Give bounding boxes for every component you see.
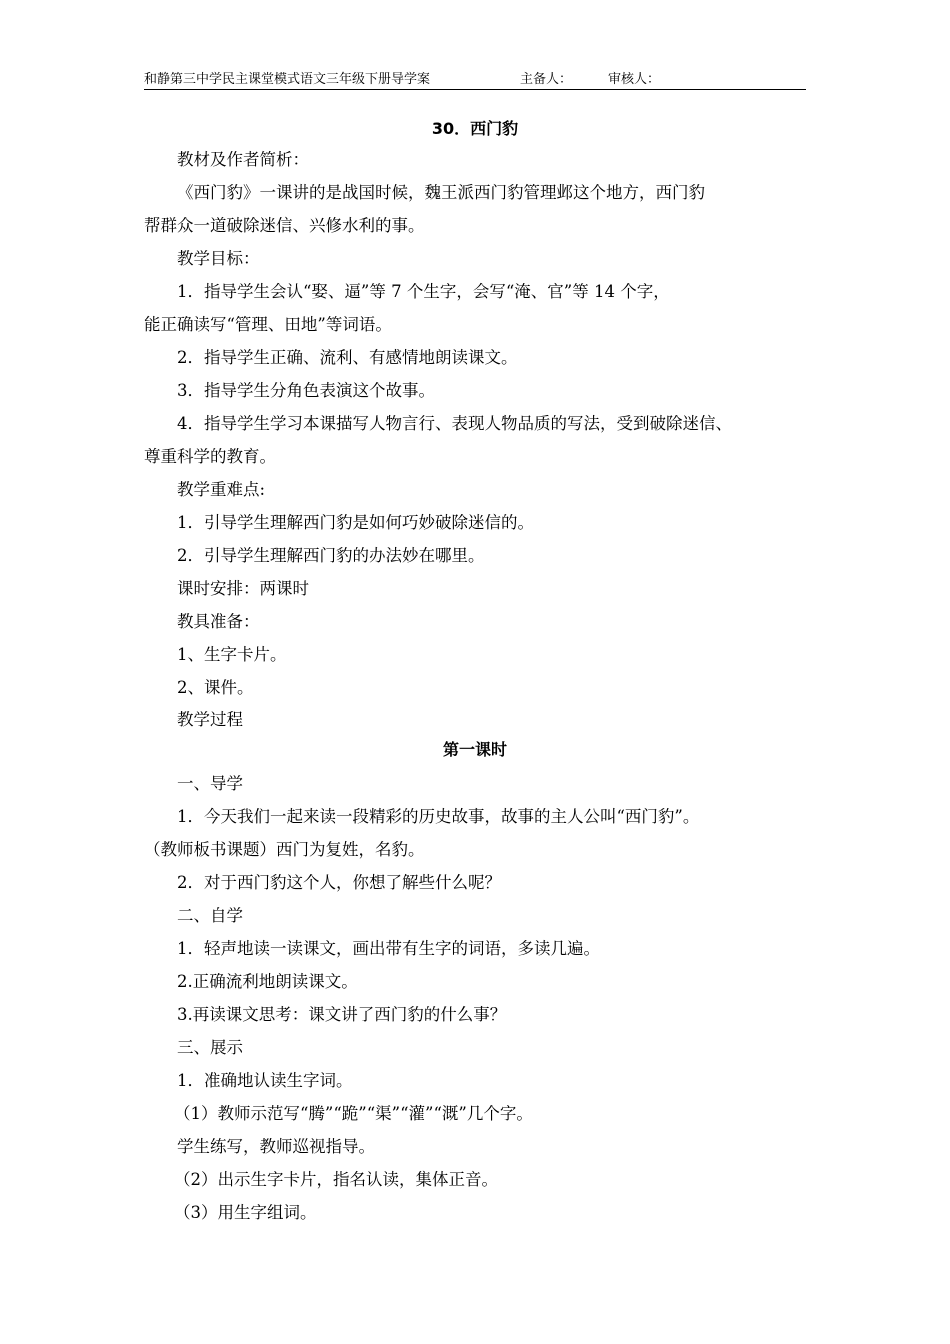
paragraph-line: （教师板书课题）西门为复姓，名豹。	[144, 840, 425, 859]
paragraph-line: （2）出示生字卡片，指名认读，集体正音。	[174, 1170, 498, 1189]
paragraph-line: 1．今天我们一起来读一段精彩的历史故事，故事的主人公叫“西门豹”。	[177, 807, 700, 826]
paragraph-line: 2．引导学生理解西门豹的办法妙在哪里。	[177, 546, 485, 565]
paragraph-line: （3）用生字组词。	[174, 1203, 317, 1222]
lesson-subtitle: 第一课时	[442, 740, 507, 759]
page-header	[144, 70, 806, 90]
paragraph-line: 2、课件。	[177, 678, 254, 697]
section-heading: 教学目标：	[177, 249, 260, 268]
section-heading: 教材及作者简析：	[177, 150, 309, 169]
paragraph-line: 1．引导学生理解西门豹是如何巧妙破除迷信的。	[177, 513, 534, 532]
paragraph-line: 3.再读课文思考：课文讲了西门豹的什么事？	[177, 1005, 507, 1024]
paragraph-line: 1．指导学生会认“娶、逼”等 7 个生字，会写“淹、官”等 14 个字，	[177, 282, 670, 301]
header-doc-title: 和静第三中学民主课堂模式语文三年级下册导学案	[144, 72, 431, 87]
section-heading: 一、导学	[177, 774, 243, 793]
paragraph-line: 《西门豹》一课讲的是战国时候，魏王派西门豹管理邺这个地方，西门豹	[177, 183, 705, 202]
section-heading: 二、自学	[177, 906, 243, 925]
paragraph-line: 尊重科学的教育。	[144, 447, 276, 466]
lesson-title: 30．西门豹	[431, 119, 519, 138]
paragraph-line: 1．轻声地读一读课文，画出带有生字的词语，多读几遍。	[177, 939, 600, 958]
header-reviewer-label: 审核人：	[608, 72, 661, 87]
header-author-label: 主备人：	[520, 72, 573, 87]
paragraph-line: 2.正确流利地朗读课文。	[177, 972, 358, 991]
paragraph-line: 能正确读写“管理、田地”等词语。	[144, 315, 392, 334]
paragraph-line: 1、生字卡片。	[177, 645, 287, 664]
paragraph-line: 1．准确地认读生字词。	[177, 1071, 353, 1090]
section-heading: 教学重难点:	[177, 480, 266, 499]
paragraph-line: 3．指导学生分角色表演这个故事。	[177, 381, 435, 400]
section-heading: 三、展示	[177, 1038, 243, 1057]
paragraph-line: 课时安排：两课时	[177, 579, 309, 598]
paragraph-line: 学生练写，教师巡视指导。	[177, 1137, 375, 1156]
paragraph-line: 2．指导学生正确、流利、有感情地朗读课文。	[177, 348, 518, 367]
paragraph-line: 2．对于西门豹这个人，你想了解些什么呢？	[177, 873, 501, 892]
paragraph-line: 帮群众一道破除迷信、兴修水利的事。	[144, 216, 425, 235]
paragraph-line: （1）教师示范写“腾”“跪”“渠”“灌”“溉”几个字。	[174, 1104, 533, 1123]
paragraph-line: 4．指导学生学习本课描写人物言行、表现人物品质的写法，受到破除迷信、	[177, 414, 732, 433]
section-heading: 教学过程	[177, 710, 243, 729]
section-heading: 教具准备：	[177, 612, 260, 631]
